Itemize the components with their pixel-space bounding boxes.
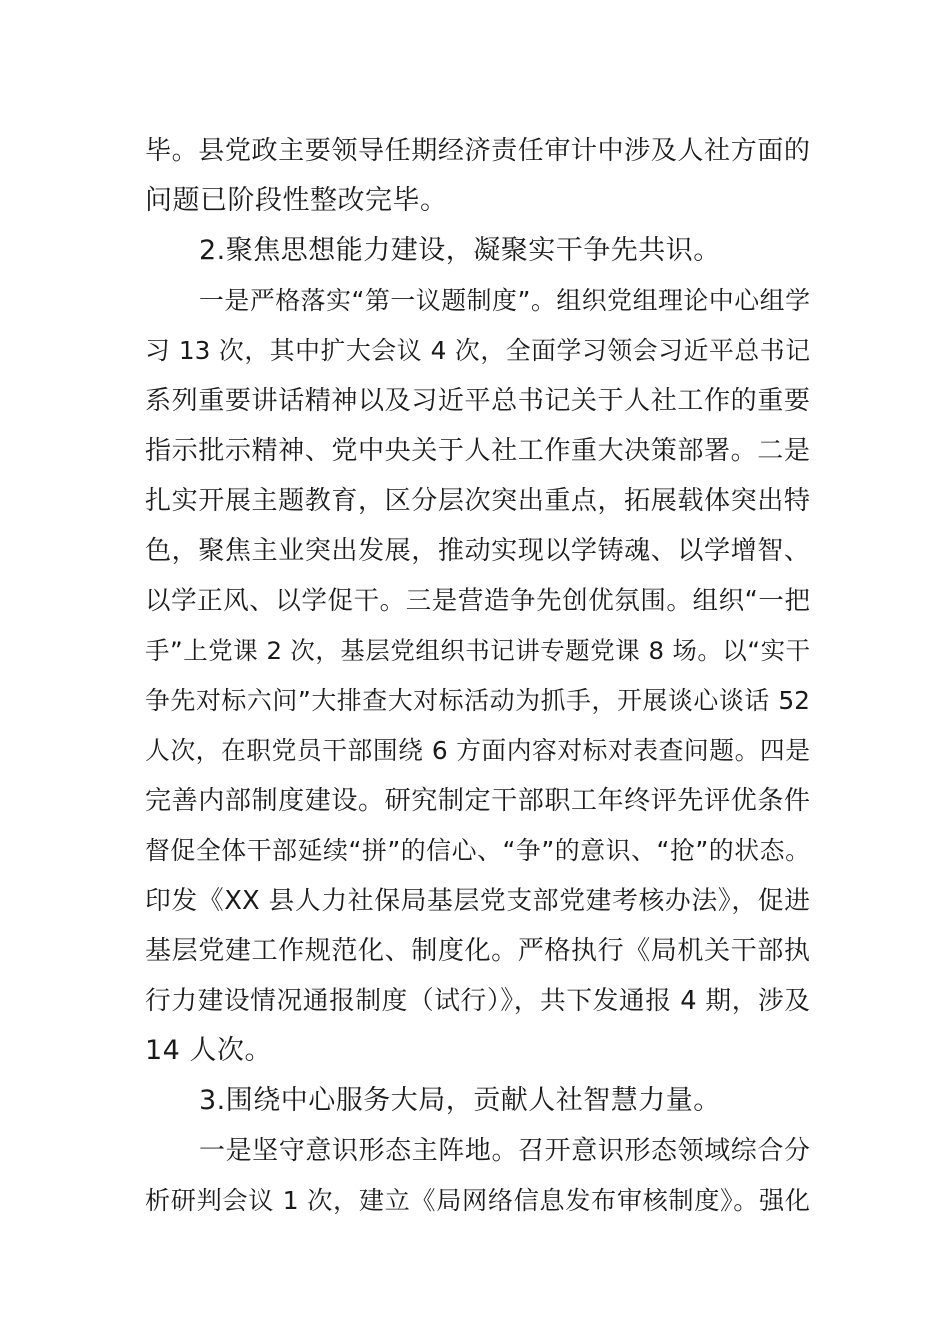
body-line: 扎实开展主题教育，区分层次突出重点，拓展载体突出特 [145, 486, 810, 516]
body-line: 印发《XX 县人力社保局基层党支部党建考核办法》，促进 [145, 886, 810, 916]
body-line: 色，聚焦主业突出发展，推动实现以学铸魂、以学增智、 [145, 536, 810, 566]
section-heading: 2.聚焦思想能力建设，凝聚实干争先共识。 [199, 235, 721, 266]
body-line: 一是严格落实“第一议题制度”。组织党组理论中心组学 [199, 286, 810, 315]
body-line: 以学正风、以学促干。三是营造争先创优氛围。组织“一把 [145, 586, 810, 616]
body-line: 基层党建工作规范化、制度化。严格执行《局机关干部执 [145, 936, 810, 966]
body-line: 毕。县党政主要领导任期经济责任审计中涉及人社方面的 [145, 136, 810, 166]
body-line: 习 13 次，其中扩大会议 4 次，全面学习领会习近平总书记 [145, 336, 810, 365]
body-line: 析研判会议 1 次，建立《局网络信息发布审核制度》。强化 [145, 1186, 810, 1215]
section-heading: 3.围绕中心服务大局，贡献人社智慧力量。 [199, 1085, 721, 1116]
body-line: 指示批示精神、党中央关于人社工作重大决策部署。二是 [145, 436, 810, 466]
body-line: 一是坚守意识形态主阵地。召开意识形态领域综合分 [199, 1136, 810, 1166]
body-line: 手”上党课 2 次，基层党组织书记讲专题党课 8 场。以“实干 [145, 636, 810, 665]
body-line: 问题已阶段性整改完毕。 [145, 185, 448, 216]
document-page [145, 126, 810, 1226]
body-line: 督促全体干部延续“拼”的信心、“争”的意识、“抢”的状态。 [145, 836, 810, 865]
body-line: 完善内部制度建设。研究制定干部职工年终评先评优条件 [145, 786, 810, 816]
body-line: 争先对标六问”大排查大对标活动为抓手，开展谈心谈话 52 [145, 686, 810, 715]
body-line: 14 人次。 [145, 1035, 272, 1066]
body-line: 系列重要讲话精神以及习近平总书记关于人社工作的重要 [145, 386, 810, 416]
body-line: 行力建设情况通报制度（试行）》，共下发通报 4 期，涉及 [145, 986, 810, 1016]
body-line: 人次，在职党员干部围绕 6 方面内容对标对表查问题。四是 [145, 736, 810, 765]
